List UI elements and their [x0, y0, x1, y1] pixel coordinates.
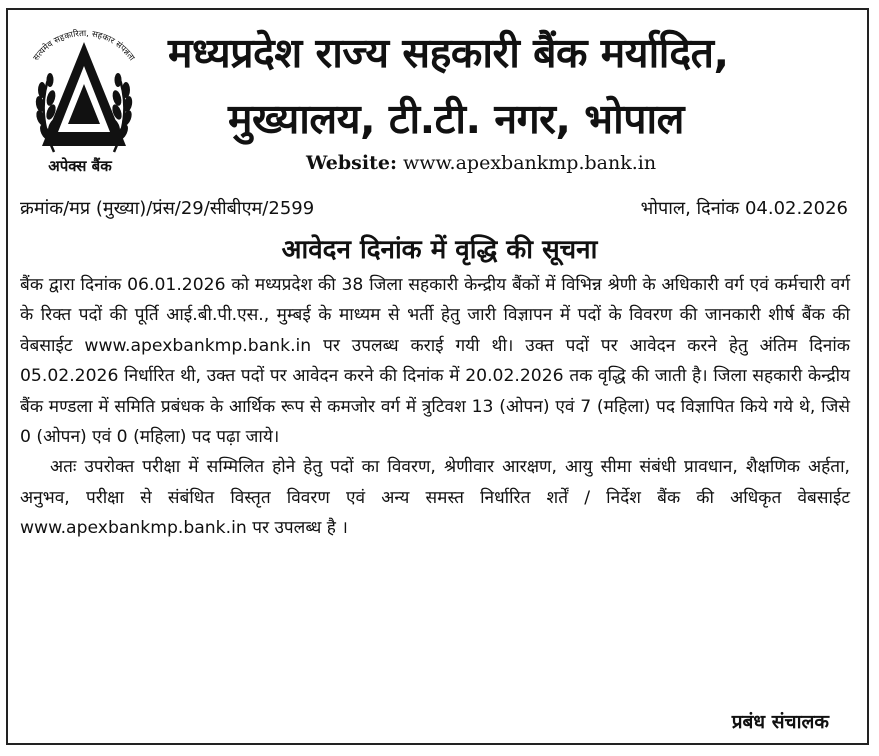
notice-body [20, 270, 850, 544]
notice-heading: आवेदन दिनांक में वृद्धि की सूचना [281, 235, 598, 265]
website-url[interactable]: www.apexbankmp.bank.in [403, 152, 657, 174]
notice-paragraph-2: अतः उपरोक्त परीक्षा में सम्मिलित होने हेतु पदों का विवरण, श्रेणीवार आरक्षण, आयु सीमा संबंधी प्रावधान, शैक्षणिक अर्हता, अनुभव, परीक्षा से संबंधित विस्तृत विवरण एवं अन्य समस्त निर्धारित शर्तें / निर्देश बैंक की अधिकृत वेबसाईट www.apexbankmp.bank.in पर उपलब्ध है । [20, 457, 850, 539]
bank-address-title: मुख्यालय, टी.टी. नगर, भोपाल [228, 95, 684, 143]
bank-name-title: मध्यप्रदेश राज्य सहकारी बैंक मर्यादित, [168, 29, 729, 77]
logo-caption: अपेक्स बैंक [48, 157, 112, 175]
reference-number: क्रमांक/मप्र (मुख्या)/प्रंस/29/सीबीएम/2599 [20, 198, 315, 219]
website-label: Website: [306, 152, 397, 174]
issue-date: भोपाल, दिनांक 04.02.2026 [640, 198, 848, 219]
signature: प्रबंध संचालक [731, 711, 829, 733]
reference-line [20, 196, 848, 222]
apex-bank-logo [14, 14, 154, 164]
website-line [306, 152, 656, 174]
logo-arc-text: सत्यमेव सहकारिता, सहकार संपन्नता [31, 28, 137, 63]
notice-paragraph-1: बैंक द्वारा दिनांक 06.01.2026 को मध्यप्रदेश की 38 जिला सहकारी केन्द्रीय बैंकों में विभिन्न श्रेणी के अधिकारी वर्ग एवं कर्मचारी वर्ग के रिक्त पदों की पूर्ति आई.बी.पी.एस., मुम्बई के माध्यम से भर्ती हेतु जारी विज्ञापन में पदों के विवरण की जानकारी शीर्ष बैंक की वेबसाईट www.apexbankmp.bank.in पर उपलब्ध कराई गयी थी। उक्त पदों पर आवेदन करने हेतु अंतिम दिनांक 05.02.2026 निर्धारित थी, उक्त पदों पर आवेदन करने की दिनांक में 20.02.2026 तक वृद्धि की जाती है। जिला सहकारी केन्द्रीय बैंक मण्डला में समिति प्रबंधक के आर्थिक रूप से कमजोर वर्ग में त्रुटिवश 13 (ओपन) एवं 7 (महिला) पद विज्ञापित किये गये थे, जिसे 0 (ओपन) एवं 0 (महिला) पद पढ़ा जाये। [20, 275, 850, 448]
